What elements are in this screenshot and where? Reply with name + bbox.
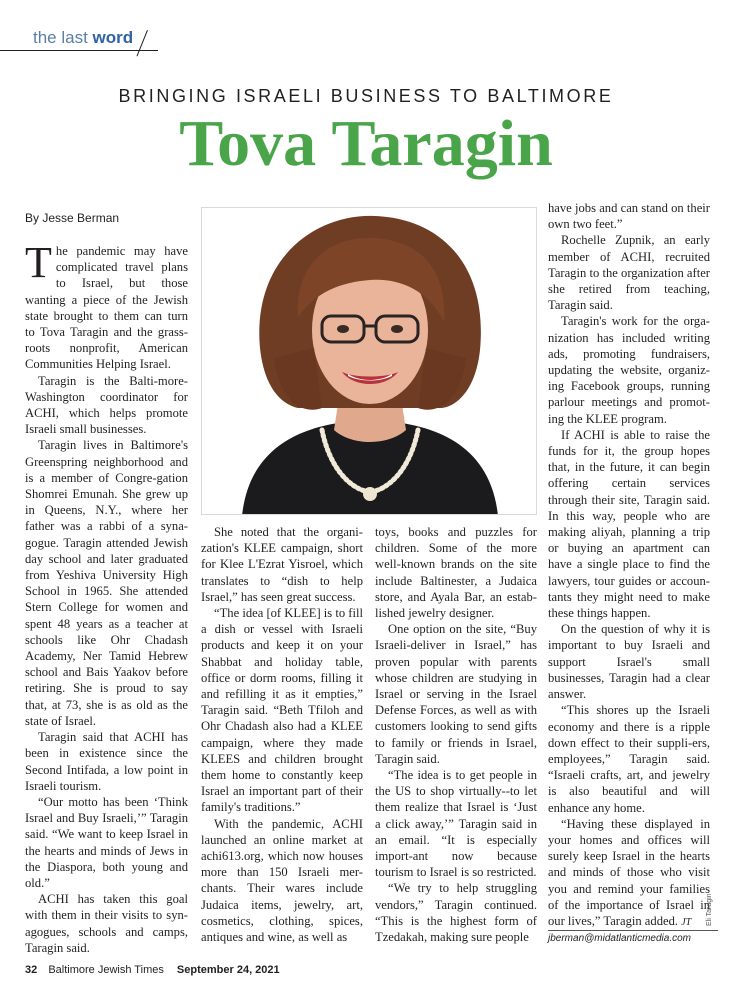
article-paragraph: One option on the site, “Buy Israeli-deliver in Israel,” has proven popular with parents whose children are studying in Israel or serving in the Israel Defense Forces, as well as with customers looking to send gifts to family or friends in Israel, Taragin said. [375,622,537,766]
page-footer [25,964,280,976]
section-tag [33,28,133,48]
article-column-3 [375,524,537,945]
email-rule [548,930,718,931]
section-tag-emphasis: word [92,28,134,47]
article-column-4 [548,200,710,931]
paragraph-text: “Having these displayed in your homes and offices will surely keep Israel in the hearts and minds of those who visit you and remind your families of the importance of Israel in our lives,” Taragin added. [548,816,710,928]
section-tag-prefix: the last [33,28,88,47]
article-paragraph: Taragin said that ACHI has been in existence since the Second Intifada, a low point in Israeli tourism. [25,730,188,793]
article-paragraph: Taragin's work for the orga-nization has included writing ads, promoting fundraisers, updating the website, organiz-ing Facebook groups, running parlour meetings and promot-ing the KLEE program. [548,314,710,426]
portrait-illustration [202,208,537,515]
article-column-1 [25,238,188,956]
article-paragraph: ACHI has taken this goal with them in their visits to syn-agogues, schools and camps, Taragin said. [25,892,188,955]
end-mark: JT [681,916,692,928]
article-paragraph: toys, books and puzzles for children. Some of the more well-known brands on the site include Baltinester, a Judaica store, and Ayala Bar, an estab-lished jewelry designer. [375,525,537,621]
article-paragraph: “This shores up the Israeli economy and there is a ripple down effect to their suppli-ers, employees,” Taragin said. “Israeli crafts, art, and jewelry is also beautiful and will enhance any home. [548,703,710,815]
article-headline: Tova Taragin [179,107,553,180]
article-kicker: BRINGING ISRAELI BUSINESS TO BALTIMORE [118,86,614,106]
article-paragraph: have jobs and can stand on their own two feet.” [548,201,710,232]
article-paragraph [25,238,188,373]
page-number: 32 [25,964,38,976]
article-column-2 [201,524,363,945]
article-paragraph: Taragin is the Balti-more-Washington coordinator for ACHI, which helps promote Israeli small businesses. [25,373,188,437]
paragraph-text: he pandemic may have complicated travel plans to Israel, but those wanting a piece of the Jewish state brought to them can turn to Tova Taragin and the grass-roots nonprofit, American Communities Helping Israel. [25,244,188,372]
article-paragraph: Taragin lives in Baltimore's Greenspring neighborhood and is a member of Congre-gation Shomrei Emunah. She grew up in Queens, N.Y., where her father was a rabbi of a syna-gogue. Taragin attended Jewish day school and later graduated from Yeshiva University High School in 1965. She attended Stern College for women and spent 48 years as a teacher at schools like Ohr Chadash Academy, Ner Tamid Hebrew school and Bais Yaakov before retiring. She is proud to say that, at 73, she is as old as the state of Israel. [25,438,188,728]
article-paragraph: “We try to help struggling vendors,” Taragin continued. “This is the highest form of Tzedakah, making sure people [375,881,537,945]
publication-name: Baltimore Jewish Times [48,964,164,976]
portrait-photo [201,207,537,515]
article-paragraph: If ACHI is able to raise the funds for it, the group hopes that, in the future, it can begin offering certain services through their site, Taragin said. In this way, people who are making aliyah, planning a trip or buying an apartment can have a single place to find the lawyers, tour guides or accoun-tants they might need to make these things happen. [548,427,710,621]
drop-cap: T [25,238,52,287]
article-paragraph [548,816,710,931]
article-paragraph: She noted that the organi-zation's KLEE campaign, short for Klee L'Ezrat Yisroel, which translates to “dish to help Israel,” has seen great success. [201,525,363,604]
section-tag-slash [137,30,148,56]
byline: By Jesse Berman [25,211,120,225]
article-paragraph: With the pandemic, ACHI launched an online market at achi613.org, which now houses more than 150 Israeli mer-chants. Their wares include Judaica items, jewelry, art, cosmetics, clothing, spices, antiques and wine, as well as [201,816,363,945]
article-paragraph: On the question of why it is important to buy Israeli and support Israel's small businesses, Taragin had a clear answer. [548,622,710,702]
article-paragraph: “The idea is to get people in the US to shop virtually--to let them realize that Israel is ‘Just a click away,’” Taragin said in an email. “It is especially import-ant now because tourism to Israel is so restricted. [375,768,537,880]
article-paragraph: “The idea [of KLEE] is to fill a dish or vessel with Israeli products and keep it on your Shabbat and holiday table, office or dorm rooms, filling it and refilling it as it empties,” Taragin said. “Beth Tfiloh and Ohr Chadash also had a KLEE campaign, where they made KLEES and children brought them home to constantly keep Israel an important part of their family's traditions.” [201,606,363,815]
photo-credit: Eli Taragin [706,893,713,926]
article-paragraph: “Our motto has been ‘Think Israel and Buy Israeli,’” Taragin said. “We want to keep Israel in the hearts and minds of Jews in the Diaspora, both young and old.” [25,794,188,890]
issue-date: September 24, 2021 [176,964,280,976]
section-tag-rule [0,50,158,51]
author-email[interactable]: jberman@midatlanticmedia.com [548,933,691,944]
article-paragraph: Rochelle Zupnik, an early member of ACHI, recruited Taragin to the organization after she retired from teaching, Taragin said. [548,233,710,313]
